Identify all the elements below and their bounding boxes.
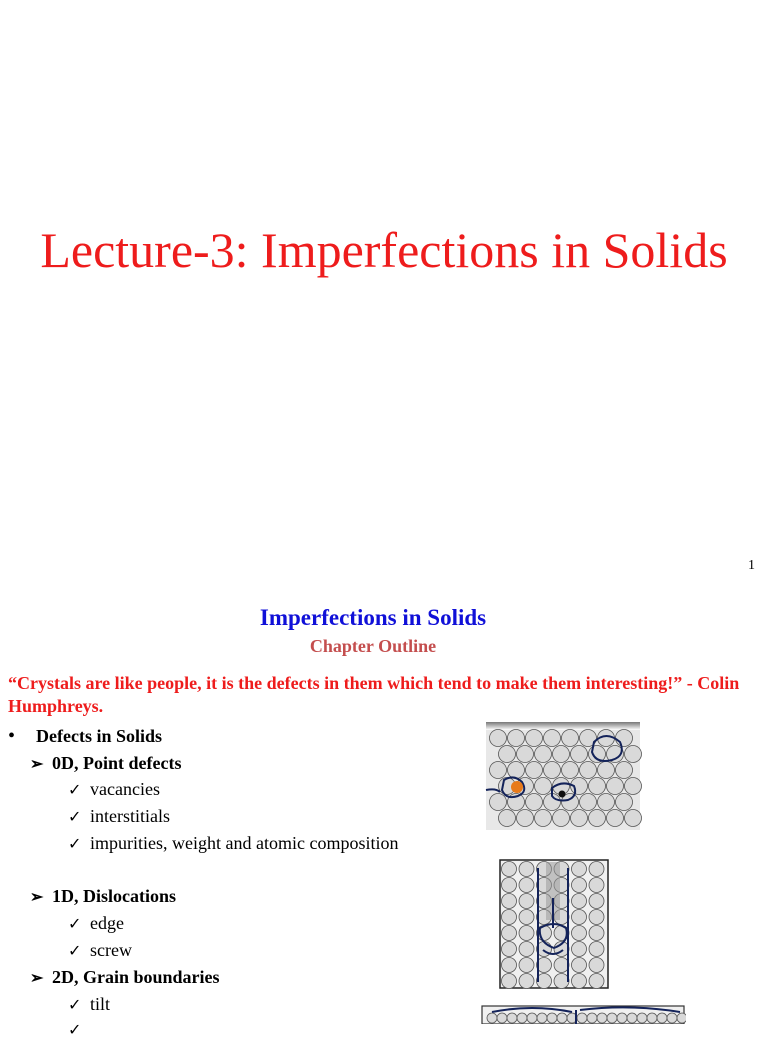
atom — [537, 1013, 547, 1023]
atom — [502, 942, 517, 957]
atom — [502, 878, 517, 893]
atom — [502, 894, 517, 909]
atom — [637, 1013, 647, 1023]
atom — [589, 878, 604, 893]
atom — [589, 778, 606, 795]
atom — [535, 810, 552, 827]
atom — [572, 862, 587, 877]
list-item — [68, 778, 160, 802]
check-icon: ✓ — [68, 997, 82, 1014]
list-item — [68, 1018, 90, 1042]
atom — [519, 974, 534, 989]
list-item — [68, 912, 124, 936]
list-item-label: tilt — [90, 994, 111, 1014]
defect-dot — [559, 791, 566, 798]
point-defects-figure — [484, 722, 642, 830]
atom — [557, 1013, 567, 1023]
list-item-label: 1D, Dislocations — [52, 886, 177, 906]
atom — [487, 1013, 497, 1023]
atom — [526, 794, 543, 811]
atom — [519, 942, 534, 957]
atom — [527, 1013, 537, 1023]
atom — [587, 1013, 597, 1023]
atom — [526, 762, 543, 779]
atom — [616, 762, 633, 779]
atom — [517, 810, 534, 827]
atom — [571, 810, 588, 827]
list-item — [68, 939, 132, 963]
check-icon: ✓ — [68, 1022, 82, 1039]
atom — [526, 730, 543, 747]
list-item-label: 0D, Point defects — [52, 753, 182, 773]
atom — [572, 942, 587, 957]
atom — [553, 810, 570, 827]
list-item-label: Defects in Solids — [36, 726, 162, 746]
atom — [502, 910, 517, 925]
chapter-title: Imperfections in Solids — [259, 605, 487, 630]
atom — [490, 762, 507, 779]
atom — [607, 778, 624, 795]
atom — [647, 1013, 657, 1023]
atom — [589, 926, 604, 941]
atom — [607, 1013, 617, 1023]
impurity-atom — [511, 781, 523, 793]
atom — [507, 1013, 517, 1023]
dislocation-figure — [498, 858, 610, 990]
check-icon: ✓ — [68, 809, 82, 826]
atom — [572, 894, 587, 909]
atom — [499, 810, 516, 827]
atom — [589, 974, 604, 989]
atom — [625, 810, 642, 827]
atom — [625, 746, 642, 763]
atom — [490, 730, 507, 747]
grain-boundary-figure — [480, 1004, 686, 1024]
atom — [547, 1013, 557, 1023]
atom — [544, 762, 561, 779]
chapter-subtitle: Chapter Outline — [309, 636, 437, 656]
atom — [616, 730, 633, 747]
atom — [589, 894, 604, 909]
atom — [598, 762, 615, 779]
atom — [502, 958, 517, 973]
atom — [519, 926, 534, 941]
atom — [519, 862, 534, 877]
atom — [589, 958, 604, 973]
atom — [677, 1013, 686, 1023]
atom — [517, 1013, 527, 1023]
atom — [553, 746, 570, 763]
atom — [508, 762, 525, 779]
arrow-bullet-icon: ➢ — [30, 756, 44, 773]
list-item-label: vacancies — [90, 779, 160, 799]
list-item — [8, 725, 162, 747]
atom — [572, 878, 587, 893]
atom — [625, 778, 642, 795]
list-item-label: edge — [90, 913, 124, 933]
atom — [490, 794, 507, 811]
list-item-label: impurities, weight and atomic composition — [90, 833, 399, 853]
atom — [571, 746, 588, 763]
list-item-label: screw — [90, 940, 132, 960]
atom — [589, 910, 604, 925]
atom — [597, 1013, 607, 1023]
atom — [572, 926, 587, 941]
list-item — [68, 993, 110, 1017]
atom — [616, 794, 633, 811]
check-icon: ✓ — [68, 782, 82, 799]
atom — [572, 974, 587, 989]
atom — [580, 794, 597, 811]
atom — [589, 810, 606, 827]
list-item-label: interstitials — [90, 806, 170, 826]
slide-title: Lecture-3: Imperfections in Solids — [40, 222, 728, 278]
atom — [535, 778, 552, 795]
atom — [562, 730, 579, 747]
page-number: 1 — [748, 558, 755, 573]
atom — [517, 746, 534, 763]
atom — [554, 974, 569, 989]
arrow-bullet-icon: ➢ — [30, 889, 44, 906]
list-item — [30, 885, 176, 909]
atom — [519, 910, 534, 925]
atom — [580, 762, 597, 779]
atom — [502, 862, 517, 877]
atom — [617, 1013, 627, 1023]
list-item — [30, 966, 220, 990]
check-icon: ✓ — [68, 836, 82, 853]
atom — [607, 810, 624, 827]
atom — [502, 974, 517, 989]
atom — [572, 910, 587, 925]
atom — [589, 942, 604, 957]
atom — [519, 894, 534, 909]
atom — [577, 1013, 587, 1023]
check-icon: ✓ — [68, 916, 82, 933]
atom — [562, 762, 579, 779]
atom — [589, 862, 604, 877]
list-item — [68, 832, 398, 856]
atom — [554, 958, 569, 973]
atom — [499, 746, 516, 763]
atom — [519, 958, 534, 973]
check-icon: ✓ — [68, 943, 82, 960]
atom — [657, 1013, 667, 1023]
atom — [667, 1013, 677, 1023]
atom — [535, 746, 552, 763]
atom — [508, 730, 525, 747]
arrow-bullet-icon: ➢ — [30, 970, 44, 987]
atom — [598, 794, 615, 811]
quote: “Crystals are like people, it is the defects in them which tend to make them interesting!” - Colin Humphreys. — [8, 673, 740, 716]
bullet-icon: • — [8, 725, 16, 747]
list-item-label: 2D, Grain boundaries — [52, 967, 220, 987]
list-item — [68, 805, 170, 829]
atom — [544, 730, 561, 747]
atom — [502, 926, 517, 941]
atom — [497, 1013, 507, 1023]
atom — [572, 958, 587, 973]
list-item — [30, 752, 181, 776]
atom — [627, 1013, 637, 1023]
figure-edge — [486, 722, 640, 730]
atom — [519, 878, 534, 893]
